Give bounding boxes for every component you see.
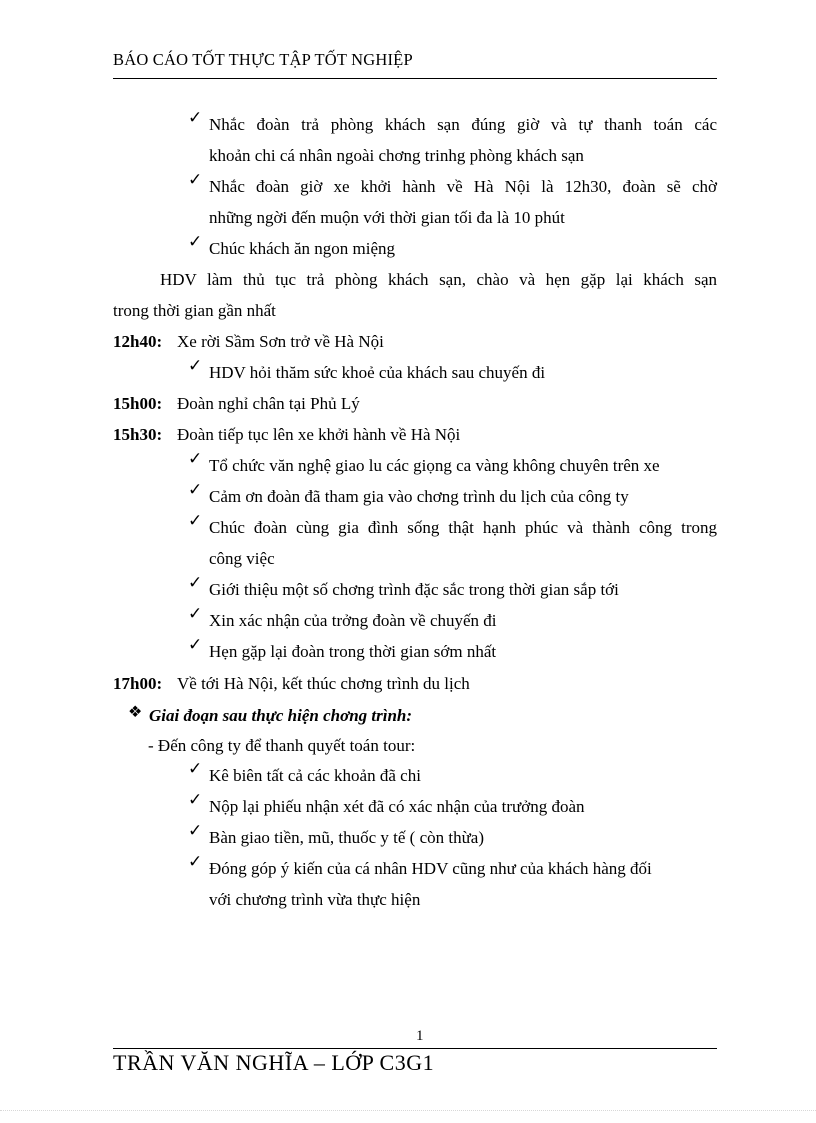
- schedule-time: 15h00:: [113, 394, 163, 413]
- list-item: Nhắc đoàn trả phòng khách sạn đúng giờ và tự thanh toán các: [209, 115, 717, 134]
- check-icon: ✓: [188, 480, 203, 499]
- check-icon: ✓: [188, 852, 203, 871]
- page-header-title: BÁO CÁO TỐT THỰC TẬP TỐT NGHIỆP: [113, 50, 413, 69]
- check-icon: ✓: [188, 759, 203, 778]
- list-item-continuation: khoản chi cá nhân ngoài chơng trinhg phòng khách sạn: [209, 146, 584, 165]
- check-icon: ✓: [188, 573, 203, 592]
- list-item: Hẹn gặp lại đoàn trong thời gian sớm nhất: [209, 642, 497, 661]
- schedule-time: 17h00:: [113, 674, 163, 693]
- footer-author: TRẦN VĂN NGHĨA – LỚP C3G1: [113, 1050, 435, 1075]
- schedule-time: 15h30:: [113, 425, 163, 444]
- check-icon: ✓: [188, 449, 203, 468]
- diamond-bullet-icon: ❖: [128, 704, 143, 721]
- list-item: Nhắc đoàn giờ xe khởi hành về Hà Nội là 12h30, đoàn sẽ chờ: [209, 177, 717, 196]
- check-icon: ✓: [188, 635, 203, 654]
- list-item: HDV hỏi thăm sức khoẻ của khách sau chuyến đi: [209, 363, 546, 382]
- schedule-text: Đoàn nghỉ chân tại Phủ Lý: [177, 394, 360, 413]
- check-icon: ✓: [188, 790, 203, 809]
- footer-rule: [113, 1048, 717, 1049]
- check-icon: ✓: [188, 108, 203, 127]
- section-title: Giai đoạn sau thực hiện chơng trình:: [149, 706, 413, 725]
- list-item-continuation: công việc: [209, 549, 275, 568]
- list-item: Tổ chức văn nghệ giao lu các giọng ca vàng không chuyên trên xe: [209, 456, 660, 475]
- list-item: Giới thiệu một số chơng trình đặc sắc trong thời gian sắp tới: [209, 580, 619, 599]
- schedule-text: Về tới Hà Nội, kết thúc chơng trình du lịch: [177, 674, 470, 693]
- schedule-text: Xe rời Sầm Sơn trở về Hà Nội: [177, 332, 384, 351]
- list-item: Chúc khách ăn ngon miệng: [209, 239, 396, 258]
- paragraph-line: HDV làm thủ tục trả phòng khách sạn, chào và hẹn gặp lại khách sạn: [160, 270, 717, 289]
- header-rule: [113, 78, 717, 79]
- check-icon: ✓: [188, 821, 203, 840]
- schedule-text: Đoàn tiếp tục lên xe khởi hành về Hà Nội: [177, 425, 461, 444]
- list-item: Kê biên tất cả các khoản đã chi: [209, 766, 421, 785]
- page-edge-divider: [0, 1110, 816, 1111]
- page-number: 1: [416, 1028, 424, 1044]
- check-icon: ✓: [188, 170, 203, 189]
- check-icon: ✓: [188, 511, 203, 530]
- list-item-continuation: với chương trình vừa thực hiện: [209, 890, 421, 909]
- check-icon: ✓: [188, 356, 203, 375]
- schedule-time: 12h40:: [113, 332, 163, 351]
- list-item: Chúc đoàn cùng gia đình sống thật hạnh phúc và thành công trong: [209, 518, 717, 537]
- list-item: Nộp lại phiếu nhận xét đã có xác nhận của trưởng đoàn: [209, 797, 585, 816]
- list-item: Cảm ơn đoàn đã tham gia vào chơng trình du lịch của công ty: [209, 487, 629, 506]
- list-item: Xin xác nhận của trởng đoàn về chuyến đi: [209, 611, 497, 630]
- check-icon: ✓: [188, 604, 203, 623]
- list-item: Đóng góp ý kiến của cá nhân HDV cũng như của khách hàng đối: [209, 859, 652, 878]
- section-intro: - Đến công ty để thanh quyết toán tour:: [148, 736, 416, 755]
- list-item: Bàn giao tiền, mũ, thuốc y tế ( còn thừa): [209, 828, 485, 847]
- paragraph-line: trong thời gian gần nhất: [113, 301, 276, 320]
- check-icon: ✓: [188, 232, 203, 251]
- list-item-continuation: những ngời đến muộn với thời gian tối đa là 10 phút: [209, 208, 565, 227]
